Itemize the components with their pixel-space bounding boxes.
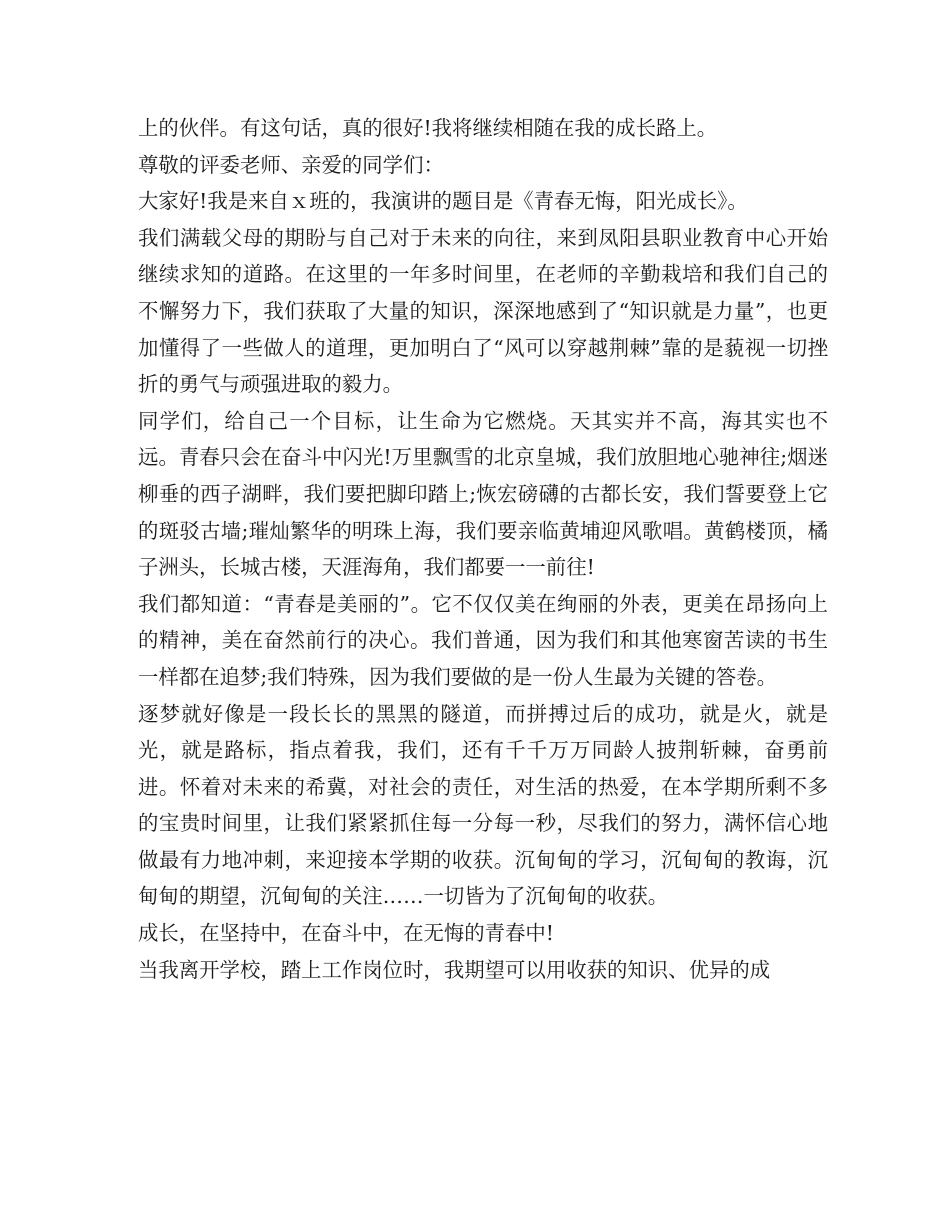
paragraph-body: 逐梦就好像是一段长长的黑黑的隧道，而拼搏过后的成功，就是火，就是光，就是路标，指点着我，我们，还有千千万万同龄人披荆斩棘，奋勇前进。怀着对未来的希冀，对社会的责任，对生活的热爱，在本学期所剩不多的宝贵时间里，让我们紧紧抓住每一分每一秒，尽我们的努力，满怀信心地做最有力地冲刺，来迎接本学期的收获。沉甸甸的学习，沉甸甸的教诲，沉甸甸的期望，沉甸甸的关注……一切皆为了沉甸甸的收获。	[138, 701, 828, 909]
paragraph-body: 我们满载父母的期盼与自己对于未来的向往，来到凤阳县职业教育中心开始继续求知的道路。在这里的一年多时间里，在老师的辛勤栽培和我们自己的不懈努力下，我们获取了大量的知识，深深地感到了“知识就是力量”，也更加懂得了一些做人的道理，更加明白了“风可以穿越荆棘”靠的是藐视一切挫折的勇气与顽强进取的毅力。	[138, 225, 828, 397]
paragraph-body: 当我离开学校，踏上工作岗位时，我期望可以用收获的知识、优异的成	[138, 957, 771, 982]
paragraph-body: 成长，在坚持中，在奋斗中，在无悔的青春中!	[138, 921, 555, 946]
paragraph-body: 我们都知道：“青春是美丽的”。它不仅仅美在绚丽的外表，更美在昂扬向上的精神，美在奋然前行的决心。我们普通，因为我们和其他寒窗苦读的书生一样都在追梦;我们特殊，因为我们要做的是一份人生最为关键的答卷。	[138, 591, 828, 689]
document-body	[138, 110, 828, 988]
paragraph-greeting: 大家好!我是来自ｘ班的，我演讲的题目是《青春无悔，阳光成长》。	[138, 189, 748, 214]
paragraph-continuation: 上的伙伴。有这句话，真的很好!我将继续相随在我的成长路上。	[138, 116, 718, 140]
paragraph-salutation: 尊敬的评委老师、亲爱的同学们：	[138, 152, 444, 177]
paragraph-body: 同学们，给自己一个目标，让生命为它燃烧。天其实并不高，海其实也不远。青春只会在奋斗中闪光!万里飘雪的北京皇城，我们放胆地心驰神往;烟迷柳垂的西子湖畔，我们要把脚印踏上;恢宏磅礴的古都长安，我们誓要登上它的斑驳古墙;璀灿繁华的明珠上海，我们要亲临黄埔迎风歌唱。黄鹤楼顶，橘子洲头，长城古楼，天涯海角，我们都要一一前往!	[138, 408, 828, 580]
